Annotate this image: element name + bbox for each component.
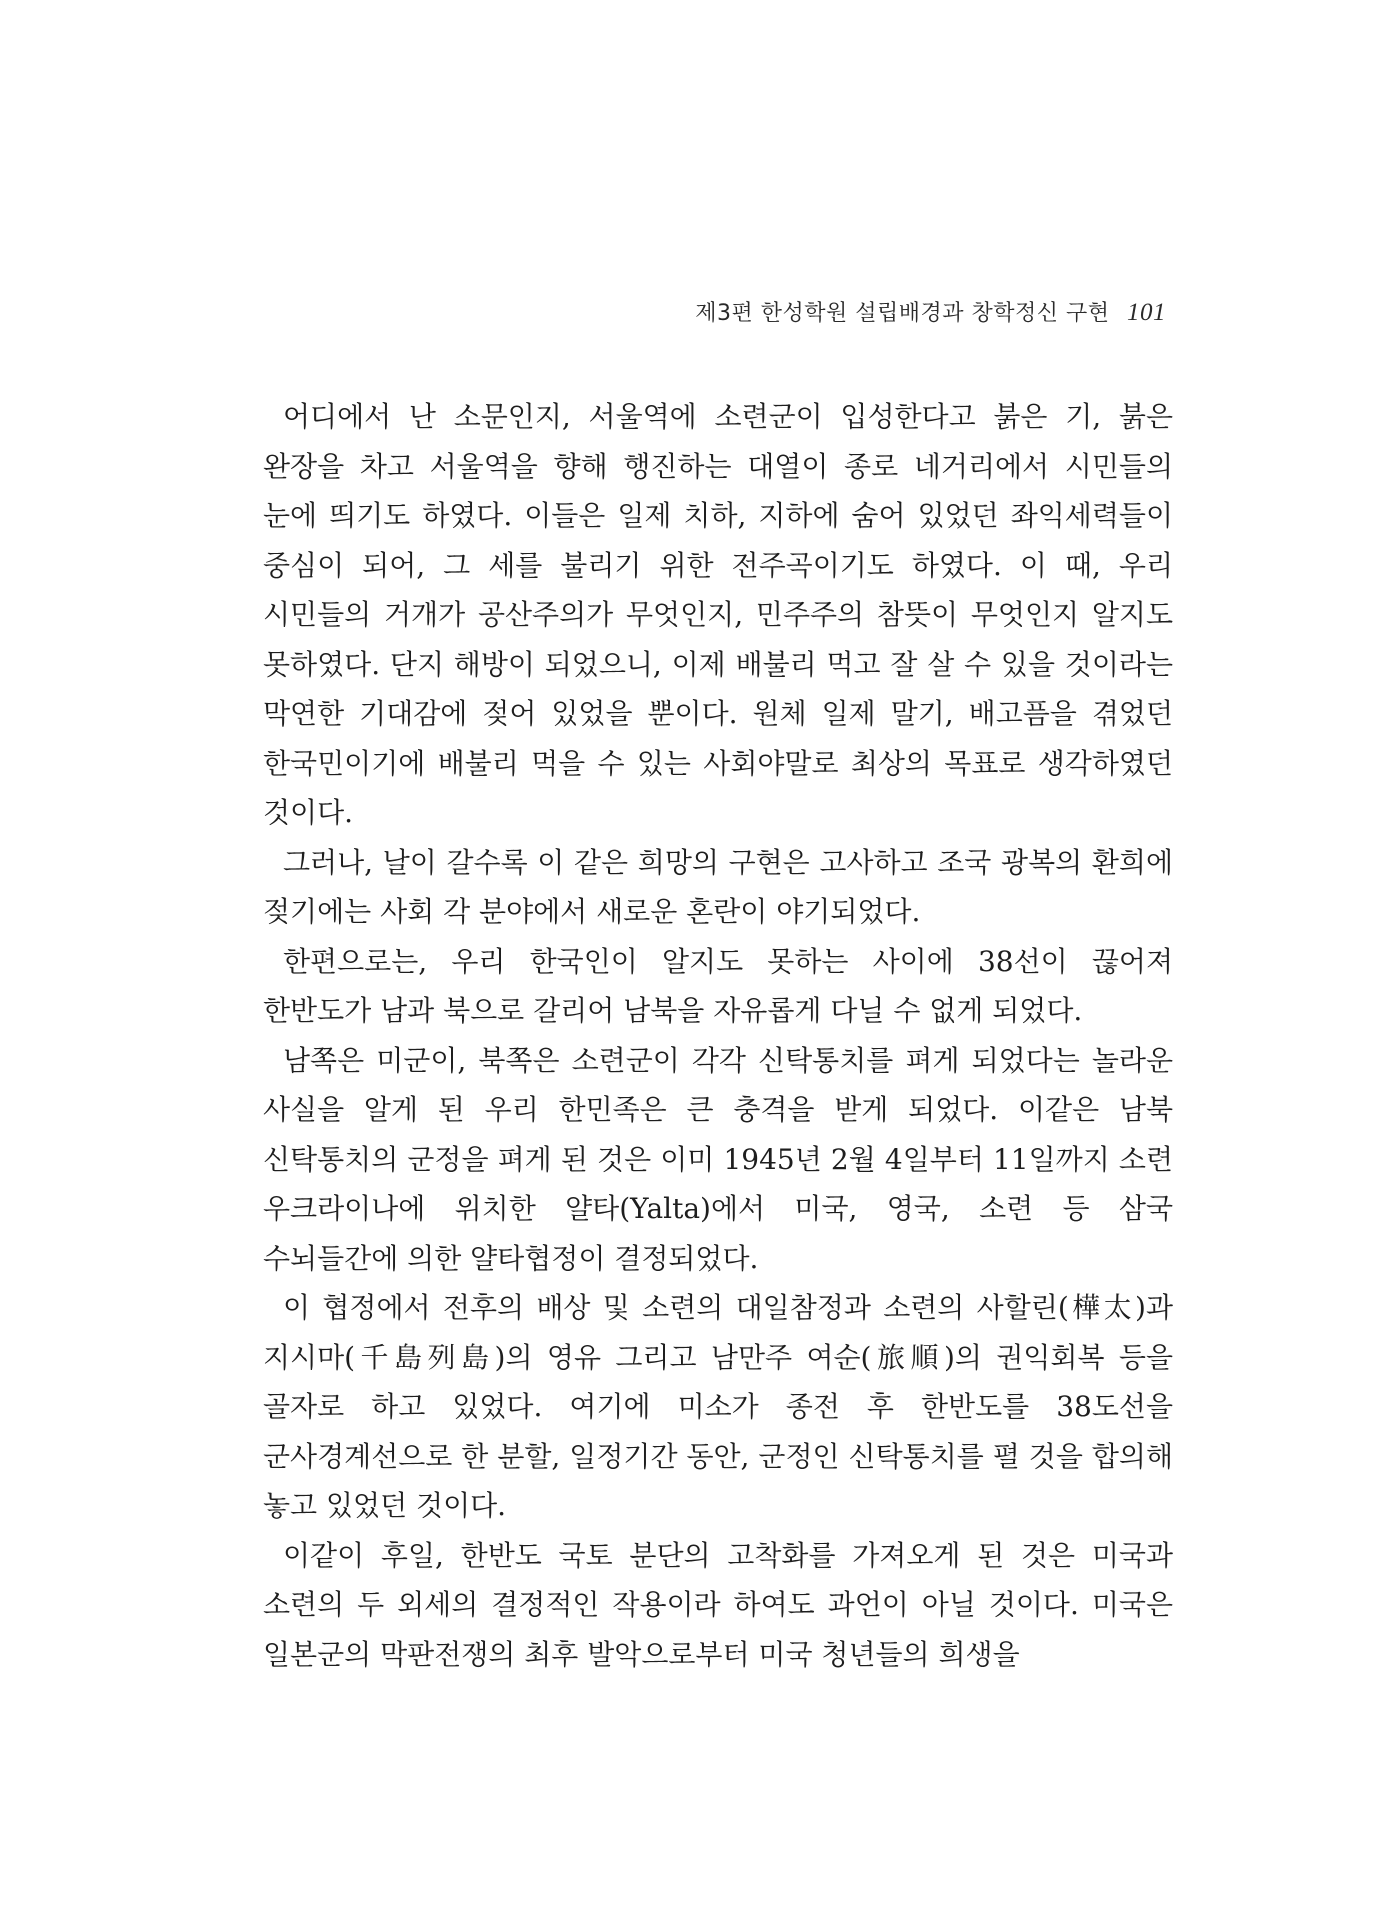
running-header (695, 296, 1166, 327)
page-number: 101 (1127, 299, 1166, 326)
paragraph: 한편으로는, 우리 한국인이 알지도 못하는 사이에 38선이 끊어져 한반도가 남과 북으로 갈리어 남북을 자유롭게 다닐 수 없게 되었다. (263, 944, 1173, 1027)
chapter-title: 제3편 한성학원 설립배경과 창학정신 구현 (695, 301, 1110, 326)
body-text (263, 392, 1173, 1679)
paragraph: 남쪽은 미군이, 북쪽은 소련군이 각각 신탁통치를 펴게 되었다는 놀라운 사실을 알게 된 우리 한민족은 큰 충격을 받게 되었다. 이같은 남북 신탁통치의 군정을 펴게 된 것은 이미 1945년 2월 4일부터 11일까지 소련 우크라이나에 위치한 얄타(Yalta)에서 미국, 영국, 소련 등 삼국 수뇌들간에 의한 얄타협정이 결정되었다. (263, 1043, 1173, 1275)
paragraph: 이 협정에서 전후의 배상 및 소련의 대일참정과 소련의 사할린(樺太)과 지시마(千島列島)의 영유 그리고 남만주 여순(旅順)의 권익회복 등을 골자로 하고 있었다. 여기에 미소가 종전 후 한반도를 38도선을 군사경계선으로 한 분할, 일정기간 동안, 군정인 신탁통치를 펼 것을 합의해 놓고 있었던 것이다. (263, 1291, 1173, 1522)
paragraph: 어디에서 난 소문인지, 서울역에 소련군이 입성한다고 붉은 기, 붉은 완장을 차고 서울역을 향해 행진하는 대열이 종로 네거리에서 시민들의 눈에 띄기도 하였다. 이들은 일제 치하, 지하에 숨어 있었던 좌익세력들이 중심이 되어, 그 세를 불리기 위한 전주곡이기도 하였다. 이 때, 우리 시민들의 거개가 공산주의가 무엇인지, 민주주의 참뜻이 무엇인지 알지도 못하였다. 단지 해방이 되었으니, 이제 배불리 먹고 잘 살 수 있을 것이라는 막연한 기대감에 젖어 있었을 뿐이다. 원체 일제 말기, 배고픔을 겪었던 한국민이기에 배불리 먹을 수 있는 사회야말로 최상의 목표로 생각하였던 것이다. (263, 400, 1173, 829)
paragraph: 이같이 후일, 한반도 국토 분단의 고착화를 가져오게 된 것은 미국과 소련의 두 외세의 결정적인 작용이라 하여도 과언이 아닐 것이다. 미국은 일본군의 막판전쟁의 최후 발악으로부터 미국 청년들의 희생을 (263, 1538, 1173, 1671)
paragraph: 그러나, 날이 갈수록 이 같은 희망의 구현은 고사하고 조국 광복의 환희에 젖기에는 사회 각 분야에서 새로운 혼란이 야기되었다. (263, 845, 1173, 928)
